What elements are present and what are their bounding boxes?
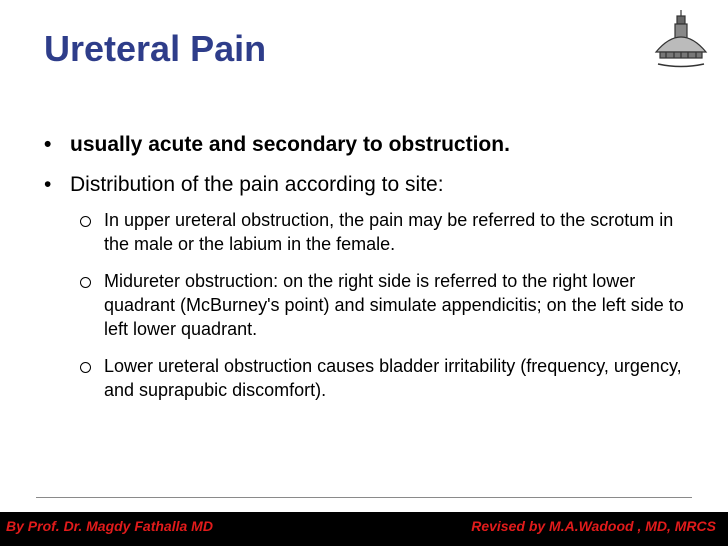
circle-bullet-icon bbox=[80, 216, 91, 227]
bullet-dot: • bbox=[44, 173, 52, 196]
bullet-dot: • bbox=[44, 133, 52, 156]
sub-bullet-list bbox=[78, 208, 694, 402]
sub-bullet-text: In upper ureteral obstruction, the pain may be referred to the scrotum in the male or the labium in the female. bbox=[104, 210, 674, 254]
sub-bullet-text: Lower ureteral obstruction causes bladder irritability (frequency, urgency, and suprapubic discomfort). bbox=[104, 356, 682, 400]
sub-bullet-text: Midureter obstruction: on the right side is referred to the right lower quadrant (McBurney's point) and simulate appendicitis; on the left side to left lower quadrant. bbox=[104, 271, 684, 339]
bullet-text: usually acute and secondary to obstruction. bbox=[70, 133, 510, 156]
footer-author: By Prof. Dr. Magdy Fathalla MD bbox=[6, 518, 213, 534]
sub-bullet-midureter bbox=[78, 269, 694, 341]
circle-bullet-icon bbox=[80, 277, 91, 288]
circle-bullet-icon bbox=[80, 362, 91, 373]
footer-reviser: Revised by M.A.Wadood , MD, MRCS bbox=[471, 518, 716, 534]
bullet-distribution bbox=[44, 172, 694, 198]
slide-title: Ureteral Pain bbox=[44, 28, 267, 69]
footer-bar bbox=[0, 512, 728, 546]
bullet-acute-obstruction bbox=[44, 132, 694, 158]
sub-bullet-upper-ureteral bbox=[78, 208, 694, 256]
bullet-text: Distribution of the pain according to site: bbox=[70, 173, 444, 196]
sub-bullet-lower-ureteral bbox=[78, 354, 694, 402]
slide-content bbox=[44, 132, 694, 415]
footer-divider bbox=[36, 497, 692, 498]
university-emblem-icon bbox=[650, 8, 712, 70]
